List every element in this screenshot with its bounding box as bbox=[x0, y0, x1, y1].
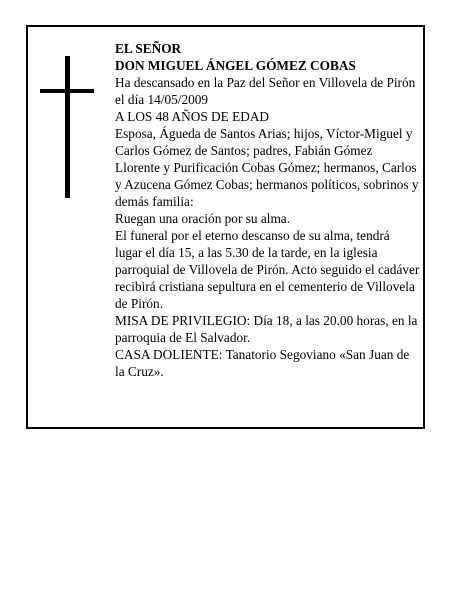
notice-body bbox=[115, 40, 420, 380]
mass-details: MISA DE PRIVILEGIO: Día 18, a las 20.00 horas, en la parroquia de El Salvador. bbox=[115, 313, 418, 345]
family-list: Esposa, Águeda de Santos Arias; hijos, Víctor-Miguel y Carlos Gómez de Santos; padres, Fabián Gómez Llorente y Purificación Cobas Gómez; hermanos, Carlos y Azucena Gómez Cobas; hermanos políticos, sobrinos y demás familia: bbox=[115, 126, 419, 209]
prayer-request: Ruegan una oración por su alma. bbox=[115, 211, 291, 226]
obituary-notice bbox=[26, 25, 425, 429]
rest-announcement: Ha descansado en la Paz del Señor en Villovela de Pirón el día 14/05/2009 bbox=[115, 75, 416, 107]
cross-vertical-bar bbox=[65, 56, 70, 198]
age-line: A LOS 48 AÑOS DE EDAD bbox=[115, 109, 270, 124]
cross-icon bbox=[40, 56, 94, 198]
deceased-name: DON MIGUEL ÁNGEL GÓMEZ COBAS bbox=[115, 58, 356, 73]
cross-horizontal-bar bbox=[40, 89, 94, 93]
notice-heading: EL SEÑOR bbox=[115, 41, 182, 56]
funeral-details: El funeral por el eterno descanso de su alma, tendrá lugar el día 15, a las 5.30 de la tarde, en la iglesia parroquial de Villovela de Pirón. Acto seguido el cadáver recibirá cristiana sepultura en el cementerio de Villovela de Pirón. bbox=[115, 228, 420, 311]
funeral-home: CASA DOLIENTE: Tanatorio Segoviano «San Juan de la Cruz». bbox=[115, 347, 410, 379]
